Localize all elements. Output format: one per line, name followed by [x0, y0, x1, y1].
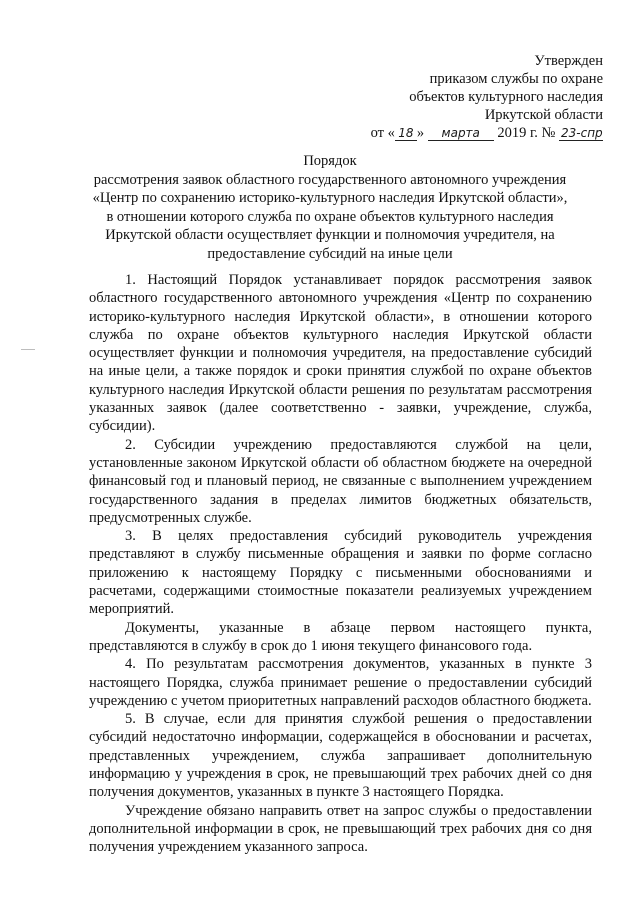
margin-mark — [21, 349, 35, 350]
approval-line-3: объектов культурного наследия — [409, 89, 603, 105]
title-line-3: «Центр по сохранению историко-культурного наследия Иркутской области», — [92, 190, 568, 206]
paragraph-5: 5. В случае, если для принятия службой решения о предоставлении субсидий недостаточно информации, содержащейся в обосновании и расчетах, представленных учреждением, служба запрашивает дополнительную информацию у учреждения в срок, не превышающий трех рабочих дней со дня получения документов, указанных в пункте 3 настоящего Порядка. — [89, 711, 592, 801]
title-line-4: в отношении которого служба по охране объектов культурного наследия — [106, 208, 554, 225]
handwritten-doc-number: 23-спр — [561, 126, 603, 140]
date-prefix: от « — [370, 125, 395, 141]
paragraph-5-continued: Учреждение обязано направить ответ на запрос службы о предоставлении дополнительной информации в срок, не превышающий трех рабочих дня со дня получения учреждением указанного запроса. — [89, 802, 592, 856]
approval-line-4: Иркутской области — [484, 107, 603, 123]
paragraph-1: 1. Настоящий Порядок устанавливает порядок рассмотрения заявок областного государственного автономного учреждения «Центр по сохранению историко-культурного наследия Иркутской области», в отношении которого служба по охране объектов культурного наследия Иркутской области осуществляет функции и полномочия учредителя, на предоставление субсидий на иные цели, а также порядок и сроки принятия службой по охране объектов культурного наследия Иркутской области решения по результатам рассмотрения указанных заявок (далее соответственно - заявки, учреждение, служба, субсидии). — [89, 272, 592, 435]
handwritten-month: марта — [428, 126, 494, 141]
document-body — [89, 271, 592, 857]
paragraph-3: 3. В целях предоставления субсидий руководитель учреждения представляют в службу письменные обращения и заявки по форме согласно приложению к настоящему Порядку с письменными обоснованиями и расчетами, содержащими стоимостные показатели реализуемых учреждением мероприятий. — [89, 528, 592, 618]
approval-line-2: приказом службы по охране — [429, 71, 603, 87]
title-line-2: рассмотрения заявок областного государственного автономного учреждения — [93, 171, 567, 188]
approval-stamp-block — [323, 52, 603, 142]
paragraph-2: 2. Субсидии учреждению предоставляются службой на цели, установленные законом Иркутской области об областном бюджете на очередной финансовый год и плановый период, не связанные с выполнением учреждением государственного задания в пределах лимитов бюджетных обязательств, предусмотренных службе. — [89, 436, 592, 526]
paragraph-3-continued: Документы, указанные в абзаце первом настоящего пункта, представляются в службу в срок до 1 июня текущего финансового года. — [89, 619, 592, 654]
title-line-1: Порядок — [303, 153, 357, 169]
document-title — [70, 152, 590, 263]
handwritten-day: 18 — [395, 126, 417, 141]
approval-date-line — [323, 124, 603, 142]
title-line-6: предоставление субсидий на иные цели — [207, 245, 453, 262]
date-year: 2019 г. № — [497, 125, 556, 141]
approval-line-1: Утвержден — [534, 53, 603, 69]
paragraph-4: 4. По результатам рассмотрения документов, указанных в пункте 3 настоящего Порядка, служба принимает решение о предоставлении субсидий учреждению с учетом приоритетных направлений расходов областного бюджета. — [89, 656, 592, 709]
title-line-5: Иркутской области осуществляет функции и полномочия учредителя, на — [105, 227, 555, 243]
date-mid: » — [416, 125, 425, 141]
